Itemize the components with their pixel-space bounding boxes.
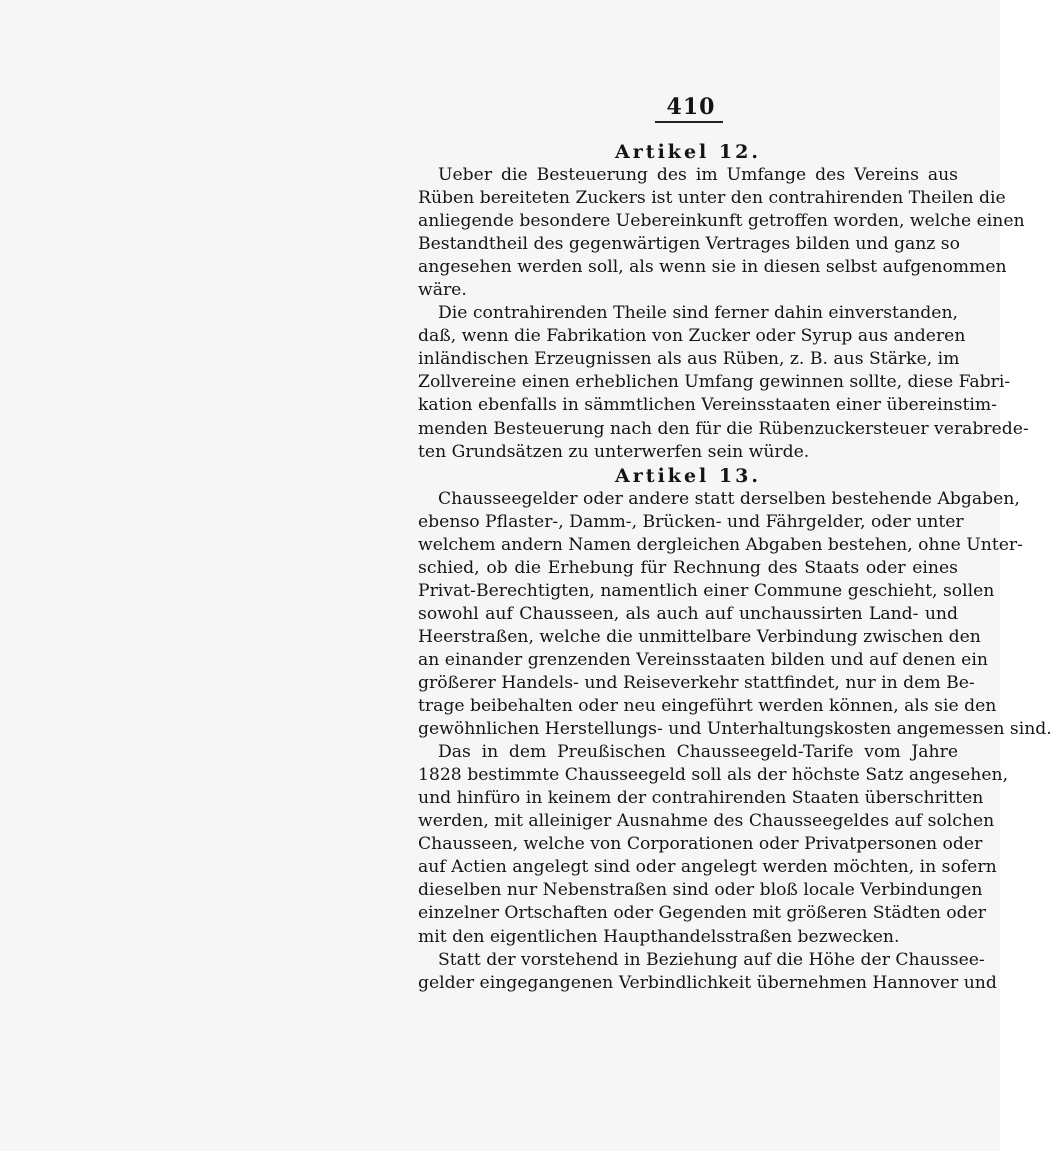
text-line: Chausseegelder oder andere statt derselben bestehende Abgaben, (438, 488, 1020, 509)
article-heading: Artikel 12. (615, 141, 761, 163)
text-line: größerer Handels- und Reiseverkehr stattfindet, nur in dem Be- (418, 672, 975, 693)
text-line: wäre. (418, 280, 467, 301)
text-line: einzelner Ortschaften oder Gegenden mit größeren Städten oder (418, 903, 986, 924)
text-line: auf Actien angelegt sind oder angelegt werden möchten, in sofern (418, 857, 997, 878)
text-line: werden, mit alleiniger Ausnahme des Chausseegeldes auf solchen (418, 811, 995, 832)
text-line: Bestandtheil des gegenwärtigen Vertrages bilden und ganz so (418, 234, 960, 255)
text-line: Ueber die Besteuerung des im Umfange des Vereins aus (438, 165, 958, 185)
text-line: schied, ob die Erhebung für Rechnung des Staats oder eines (418, 557, 958, 578)
paragraph (418, 949, 997, 995)
text-line: ten Grundsätzen zu unterwerfen sein würde. (418, 441, 810, 462)
text-line: und hinfüro in keinem der contrahirenden Staaten überschritten (418, 788, 984, 809)
text-line: Rüben bereiteten Zuckers ist unter den contrahirenden Theilen die (418, 188, 1006, 209)
page-number: 410 (666, 94, 716, 120)
text-line: angesehen werden soll, als wenn sie in diesen selbst aufgenommen (418, 257, 1007, 278)
text-line: welchem andern Namen dergleichen Abgaben bestehen, ohne Unter- (418, 534, 1023, 555)
text-line: trage beibehalten oder neu eingeführt werden können, als sie den (418, 696, 997, 717)
text-line: ebenso Pflaster-, Damm-, Brücken- und Fährgelder, oder unter (418, 511, 964, 532)
text-line: anliegende besondere Uebereinkunft getroffen worden, welche einen (418, 211, 1025, 232)
page-number-rule (655, 121, 723, 123)
text-line: dieselben nur Nebenstraßen sind oder bloß locale Verbindungen (418, 880, 983, 901)
paragraph (418, 302, 1029, 463)
text-line: Chausseen, welche von Corporationen oder Privatpersonen oder (418, 834, 983, 855)
text-line: Das in dem Preußischen Chausseegeld-Tarife vom Jahre (438, 742, 958, 763)
text-line: mit den eigentlichen Haupthandelsstraßen bezwecken. (418, 926, 900, 947)
text-line: Privat-Berechtigten, namentlich einer Commune geschieht, sollen (418, 580, 995, 601)
paragraph (418, 741, 1009, 948)
text-line: inländischen Erzeugnissen als aus Rüben, z. B. aus Stärke, im (418, 349, 960, 370)
text-line: 1828 bestimmte Chausseegeld soll als der höchste Satz angesehen, (418, 765, 1009, 786)
text-line: kation ebenfalls in sämmtlichen Vereinsstaaten einer übereinstim- (418, 395, 997, 416)
text-line: gewöhnlichen Herstellungs- und Unterhaltungskosten angemessen sind. (418, 719, 1052, 740)
text-line: sowohl auf Chausseen, als auch auf unchaussirten Land- und (418, 603, 958, 624)
paragraph (418, 164, 1025, 302)
text-line: daß, wenn die Fabrikation von Zucker oder Syrup aus anderen (418, 326, 966, 347)
article-heading: Artikel 13. (615, 464, 761, 487)
text-line: menden Besteuerung nach den für die Rübenzuckersteuer verabrede- (418, 418, 1029, 439)
text-line: Heerstraßen, welche die unmittelbare Verbindung zwischen den (418, 626, 981, 647)
text-line: Die contrahirenden Theile sind ferner dahin einverstanden, (438, 303, 958, 324)
page-body (418, 140, 1052, 995)
text-line: Zollvereine einen erheblichen Umfang gewinnen sollte, diese Fabri- (418, 372, 1011, 393)
text-line: Statt der vorstehend in Beziehung auf die Höhe der Chaussee- (438, 949, 985, 970)
text-line: an einander grenzenden Vereinsstaaten bilden und auf denen ein (418, 649, 988, 670)
paragraph (418, 488, 1052, 742)
text-line: gelder eingegangenen Verbindlichkeit übernehmen Hannover und (418, 972, 997, 993)
